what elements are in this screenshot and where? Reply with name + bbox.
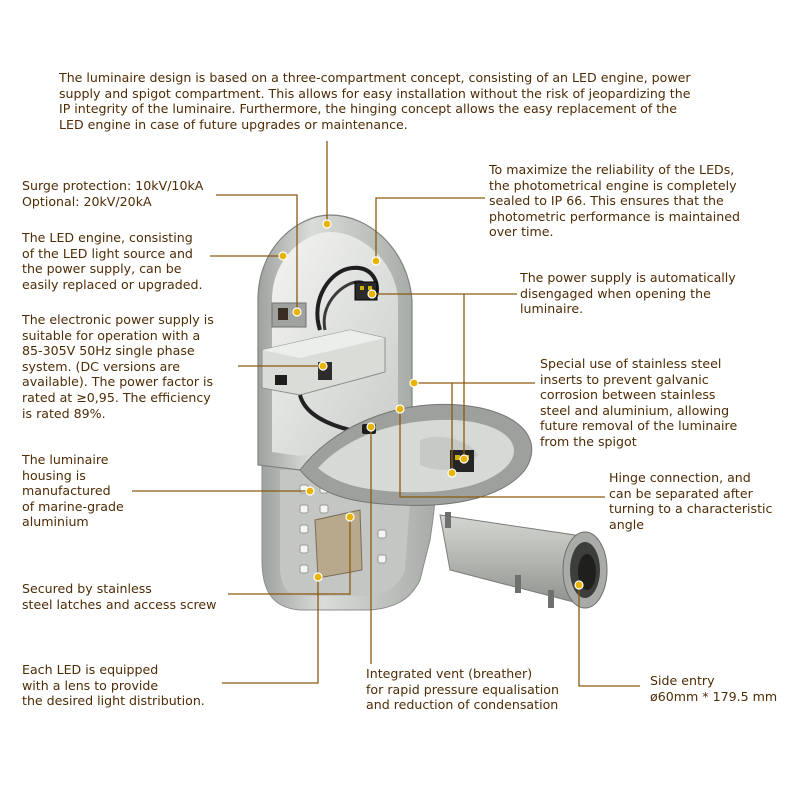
leader-ip66 bbox=[372, 198, 485, 265]
marker-dot bbox=[319, 362, 327, 370]
callout-stainless-inserts: Special use of stainless steel inserts to prevent galvanic corrosion between stainless steel and aluminium, allowing future removal of the luminaire from the spigot bbox=[540, 356, 738, 449]
leader-power-supply bbox=[238, 362, 327, 370]
marker-dot bbox=[372, 257, 380, 265]
callout-three-compartment: The luminaire design is based on a three-compartment concept, consisting of an LED engine, power supply and spigot compartment. This allows for easy installation without the risk of jeopardizing the IP integrity of the luminaire. Furthermore, the hinging concept allows the easy replacement of the LED engine in case of future upgrades or maintenance. bbox=[59, 70, 691, 132]
callout-latches: Secured by stainless steel latches and access screw bbox=[22, 581, 217, 612]
marker-dot bbox=[323, 220, 331, 228]
marker-dot bbox=[368, 290, 376, 298]
marker-dot bbox=[410, 379, 418, 387]
marker-dot bbox=[314, 573, 322, 581]
leader-three-compartment bbox=[323, 141, 331, 228]
leader-vent bbox=[367, 423, 375, 664]
callout-housing: The luminaire housing is manufactured of marine-grade aluminium bbox=[22, 452, 124, 530]
marker-dot bbox=[306, 487, 314, 495]
leader-housing bbox=[132, 487, 314, 495]
leader-power-disengage bbox=[368, 290, 517, 463]
callout-ip66: To maximize the reliability of the LEDs, the photometrical engine is completely sealed to IP 66. This ensures that the photometric performance is maintained over time. bbox=[489, 162, 740, 240]
marker-dot bbox=[293, 308, 301, 316]
callout-surge-protection: Surge protection: 10kV/10kA Optional: 20kV/20kA bbox=[22, 178, 204, 209]
marker-dot bbox=[448, 469, 456, 477]
callout-hinge: Hinge connection, and can be separated after turning to a characteristic angle bbox=[609, 470, 773, 532]
callout-vent: Integrated vent (breather) for rapid pressure equalisation and reduction of condensation bbox=[366, 666, 559, 713]
marker-dot bbox=[346, 513, 354, 521]
marker-dot bbox=[396, 405, 404, 413]
leader-latches bbox=[228, 513, 354, 594]
leader-side-entry bbox=[575, 581, 640, 686]
callout-led-engine: The LED engine, consisting of the LED light source and the power supply, can be easily replaced or upgraded. bbox=[22, 230, 203, 292]
marker-dot bbox=[575, 581, 583, 589]
leader-stainless-inserts bbox=[410, 379, 535, 477]
marker-dot bbox=[367, 423, 375, 431]
callout-power-supply-operation: The electronic power supply is suitable for operation with a 85-305V 50Hz single phase system. (DC versions are available). The power factor is rated at ≥0,95. The efficiency is rated 89%. bbox=[22, 312, 214, 421]
callout-power-disengage: The power supply is automatically disengaged when opening the luminaire. bbox=[520, 270, 736, 317]
marker-dot bbox=[279, 252, 287, 260]
callout-led-lens: Each LED is equipped with a lens to provide the desired light distribution. bbox=[22, 662, 205, 709]
leader-led-engine bbox=[210, 252, 287, 260]
leader-led-lens bbox=[222, 573, 322, 683]
marker-dot bbox=[460, 455, 468, 463]
callout-side-entry: Side entry ø60mm * 179.5 mm bbox=[650, 673, 778, 704]
